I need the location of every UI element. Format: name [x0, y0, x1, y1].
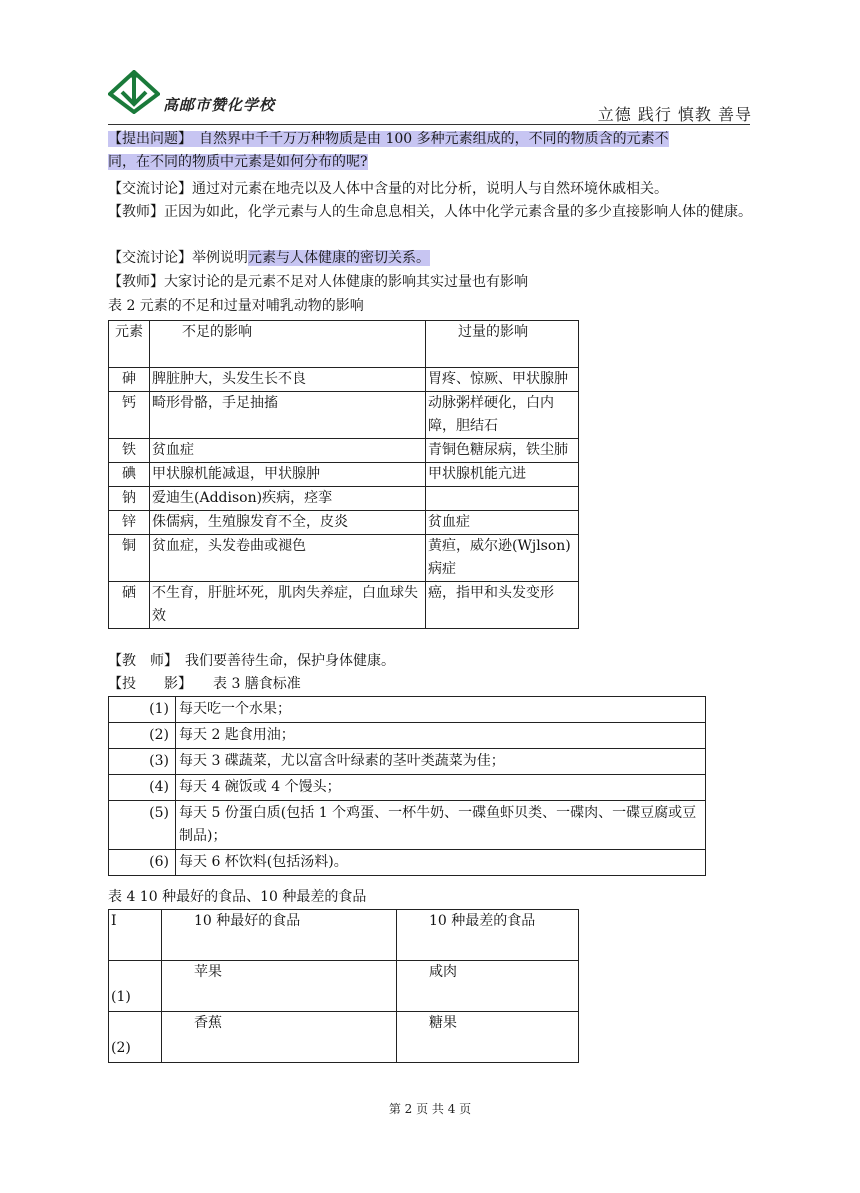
paragraph-projection: 【投 影】 表 3 膳食标准: [108, 676, 301, 692]
excess-cell: [426, 487, 579, 511]
best-food-cell: 苹果: [162, 961, 397, 1012]
table-row: [109, 439, 579, 463]
table-row: [109, 535, 579, 582]
table-row: [109, 582, 579, 629]
diet-standard-table: [108, 696, 706, 876]
row-number: (2): [109, 723, 176, 749]
row-text: 每天 3 碟蔬菜，尤以富含叶绿素的茎叶类蔬菜为佳；: [176, 749, 706, 775]
table-row: [109, 368, 579, 392]
excess-cell: 贫血症: [426, 511, 579, 535]
school-name: 高邮市赞化学校: [163, 96, 276, 114]
table-row: [109, 511, 579, 535]
table-row: [109, 463, 579, 487]
lack-cell: 爱迪生(Addison)疾病，痉挛: [150, 487, 426, 511]
element-cell: 铜: [109, 535, 150, 582]
table-row: [109, 961, 579, 1012]
header-cell-index: I: [109, 910, 162, 961]
header-cell-lack: 不足的影响: [150, 321, 426, 368]
paragraph-discussion: 【交流讨论】通过对元素在地壳以及人体中含量的对比分析，说明人与自然环境休戚相关。: [108, 181, 668, 197]
lack-cell: 贫血症: [150, 439, 426, 463]
element-effects-table: [108, 320, 579, 629]
page-footer: 第 2 页 共 4 页: [388, 1102, 472, 1116]
header-cell-excess: 过量的影响: [426, 321, 579, 368]
lack-cell: 畸形骨骼，手足抽搐: [150, 392, 426, 439]
row-text: 每天 2 匙食用油；: [176, 723, 706, 749]
table-row: [109, 723, 706, 749]
excess-cell: 青铜色糖尿病，铁尘肺: [426, 439, 579, 463]
worst-food-cell: 咸肉: [397, 961, 579, 1012]
row-text: 每天 6 杯饮料(包括汤料)。: [176, 850, 706, 876]
lack-cell: 甲状腺机能减退，甲状腺肿: [150, 463, 426, 487]
row-text: 每天 4 碗饭或 4 个馒头；: [176, 775, 706, 801]
table-row: [109, 487, 579, 511]
worst-food-cell: 糖果: [397, 1012, 579, 1063]
lack-cell: 侏儒病，生殖腺发育不全，皮炎: [150, 511, 426, 535]
header-cell-element: 元素: [109, 321, 150, 368]
header-cell-worst: 10 种最差的食品: [397, 910, 579, 961]
table2-caption: 表 2 元素的不足和过量对哺乳动物的影响: [108, 298, 364, 314]
element-cell: 钠: [109, 487, 150, 511]
row-number: (6): [109, 850, 176, 876]
paragraph-question-line1: [108, 128, 669, 151]
excess-cell: 甲状腺机能亢进: [426, 463, 579, 487]
table4-caption: 表 4 10 种最好的食品、10 种最差的食品: [108, 889, 367, 905]
best-food-cell: 香蕉: [162, 1012, 397, 1063]
table-row: [109, 749, 706, 775]
highlighted-text: 元素与人体健康的密切关系。: [248, 250, 430, 266]
text-prefix: 【交流讨论】举例说明: [108, 250, 248, 266]
element-cell: 铁: [109, 439, 150, 463]
best-worst-foods-table: [108, 909, 579, 1063]
excess-cell: 动脉粥样硬化，白内障，胆结石: [426, 392, 579, 439]
element-cell: 钙: [109, 392, 150, 439]
table-row: [109, 775, 706, 801]
header-cell-best: 10 种最好的食品: [162, 910, 397, 961]
excess-cell: 黄疸，威尔逊(Wjlson)病症: [426, 535, 579, 582]
paragraph-teacher-2: 【教师】大家讨论的是元素不足对人体健康的影响其实过量也有影响: [108, 274, 528, 290]
table-row: [109, 850, 706, 876]
lack-cell: 脾脏肿大，头发生长不良: [150, 368, 426, 392]
school-logo-icon: [108, 70, 160, 114]
lack-cell: 贫血症，头发卷曲或褪色: [150, 535, 426, 582]
row-number: (1): [109, 697, 176, 723]
row-number-cell: [109, 1012, 162, 1063]
row-number: (3): [109, 749, 176, 775]
excess-cell: 胃疼、惊厥、甲状腺肿: [426, 368, 579, 392]
row-number: (5): [109, 801, 176, 850]
highlighted-text: 同，在不同的物质中元素是如何分布的呢?: [108, 154, 368, 170]
school-motto: 立德 践行 慎教 善导: [597, 105, 752, 124]
element-cell: 硒: [109, 582, 150, 629]
lack-cell: 不生育，肝脏坏死，肌肉失养症，白血球失效: [150, 582, 426, 629]
paragraph-question-line2: [108, 151, 368, 174]
element-cell: 锌: [109, 511, 150, 535]
highlighted-text: 【提出问题】 自然界中千千万万种物质是由 100 多种元素组成的，不同的物质含的元素不: [108, 131, 669, 147]
table-row: [109, 1012, 579, 1063]
header-divider: [108, 124, 750, 125]
row-number-cell: [109, 961, 162, 1012]
table-row: [109, 392, 579, 439]
excess-cell: 癌，指甲和头发变形: [426, 582, 579, 629]
paragraph-teacher: 【教师】正因为如此，化学元素与人的生命息息相关，人体中化学元素含量的多少直接影响人体的健康。: [108, 204, 752, 220]
row-number: (1): [111, 989, 131, 1005]
row-number: (4): [109, 775, 176, 801]
paragraph-teacher-3: 【教 师】 我们要善待生命，保护身体健康。: [108, 653, 395, 669]
row-text: 每天吃一个水果；: [176, 697, 706, 723]
table-row: [109, 801, 706, 850]
row-text: 每天 5 份蛋白质(包括 1 个鸡蛋、一杯牛奶、一碟鱼虾贝类、一碟肉、一碟豆腐或豆制品)；: [176, 801, 706, 850]
table-header-row: [109, 910, 579, 961]
element-cell: 砷: [109, 368, 150, 392]
paragraph-discussion-2: [108, 247, 430, 270]
table-header-row: [109, 321, 579, 368]
element-cell: 碘: [109, 463, 150, 487]
table-row: [109, 697, 706, 723]
row-number: (2): [111, 1040, 131, 1056]
